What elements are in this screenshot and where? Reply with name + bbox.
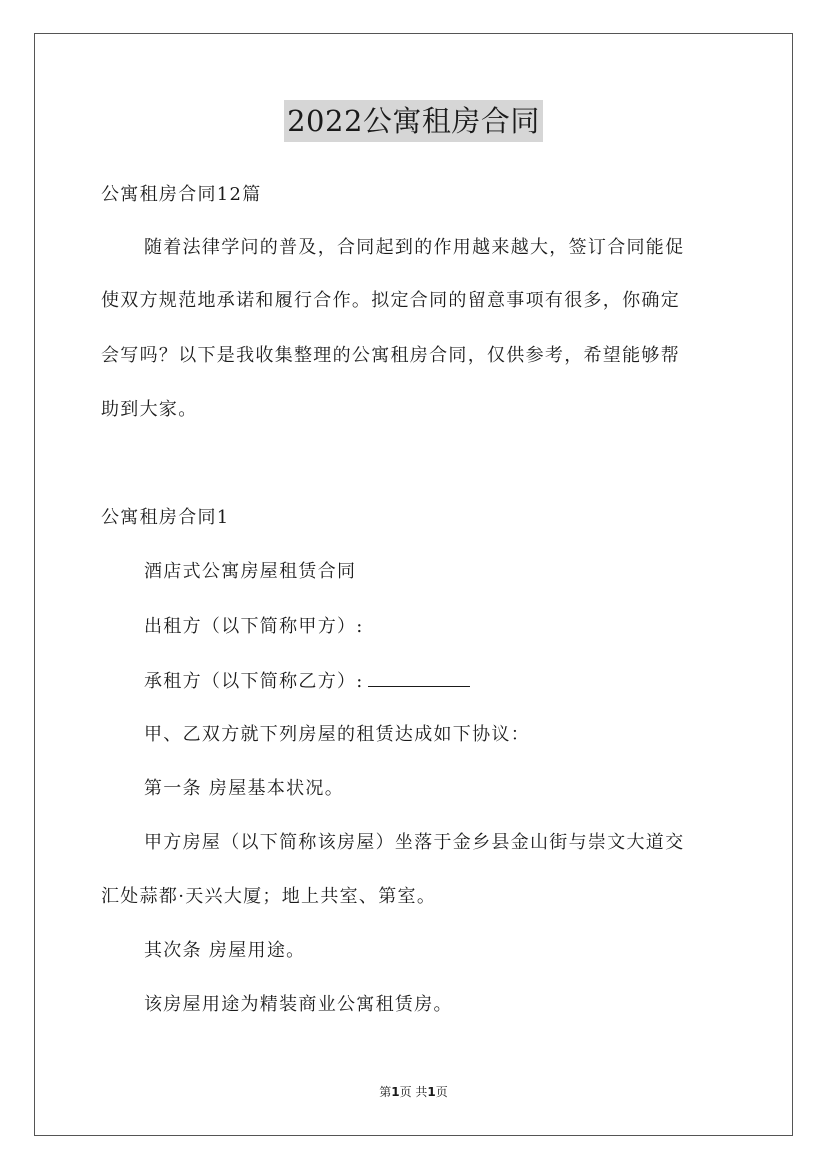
intro-line-1: 随着法律学问的普及，合同起到的作用越来越大，签订合同能促 [144, 237, 685, 258]
section-heading: 公寓租房合同1 [101, 507, 230, 528]
page-suffix: 页 [435, 1085, 448, 1099]
lessee-line [144, 668, 470, 694]
lessee-label: 承租方（以下简称乙方）: [144, 671, 364, 692]
title-container [0, 100, 827, 142]
article-1-line-1: 甲方房屋（以下简称该房屋）坐落于金乡县金山街与崇文大道交 [144, 832, 685, 853]
page-prefix: 第 [379, 1085, 392, 1099]
page-total: 1 [427, 1085, 436, 1099]
intro-line-2: 使双方规范地承诺和履行合作。拟定合同的留意事项有很多，你确定 [101, 290, 680, 311]
lessee-blank-field [368, 668, 470, 687]
intro-line-3: 会写吗？以下是我收集整理的公寓租房合同，仅供参考，希望能够帮 [101, 345, 680, 366]
contract-title: 酒店式公寓房屋租赁合同 [144, 561, 357, 582]
agreement-line: 甲、乙双方就下列房屋的租赁达成如下协议： [144, 724, 530, 745]
page-footer [0, 1084, 827, 1100]
article-2-text: 该房屋用途为精装商业公寓租赁房。 [144, 994, 453, 1015]
article-1-line-2: 汇处蒜都·天兴大厦；地上共室、第室。 [101, 886, 437, 907]
article-1-heading: 第一条 房屋基本状况。 [144, 778, 345, 799]
page-current: 1 [391, 1085, 400, 1099]
document-title: 2022公寓租房合同 [284, 100, 543, 142]
document-subtitle: 公寓租房合同12篇 [101, 184, 262, 205]
intro-line-4: 助到大家。 [101, 399, 198, 420]
lessor-line: 出租方（以下简称甲方）: [144, 616, 364, 637]
page-mid: 页 共 [399, 1085, 428, 1099]
article-2-heading: 其次条 房屋用途。 [144, 940, 306, 961]
